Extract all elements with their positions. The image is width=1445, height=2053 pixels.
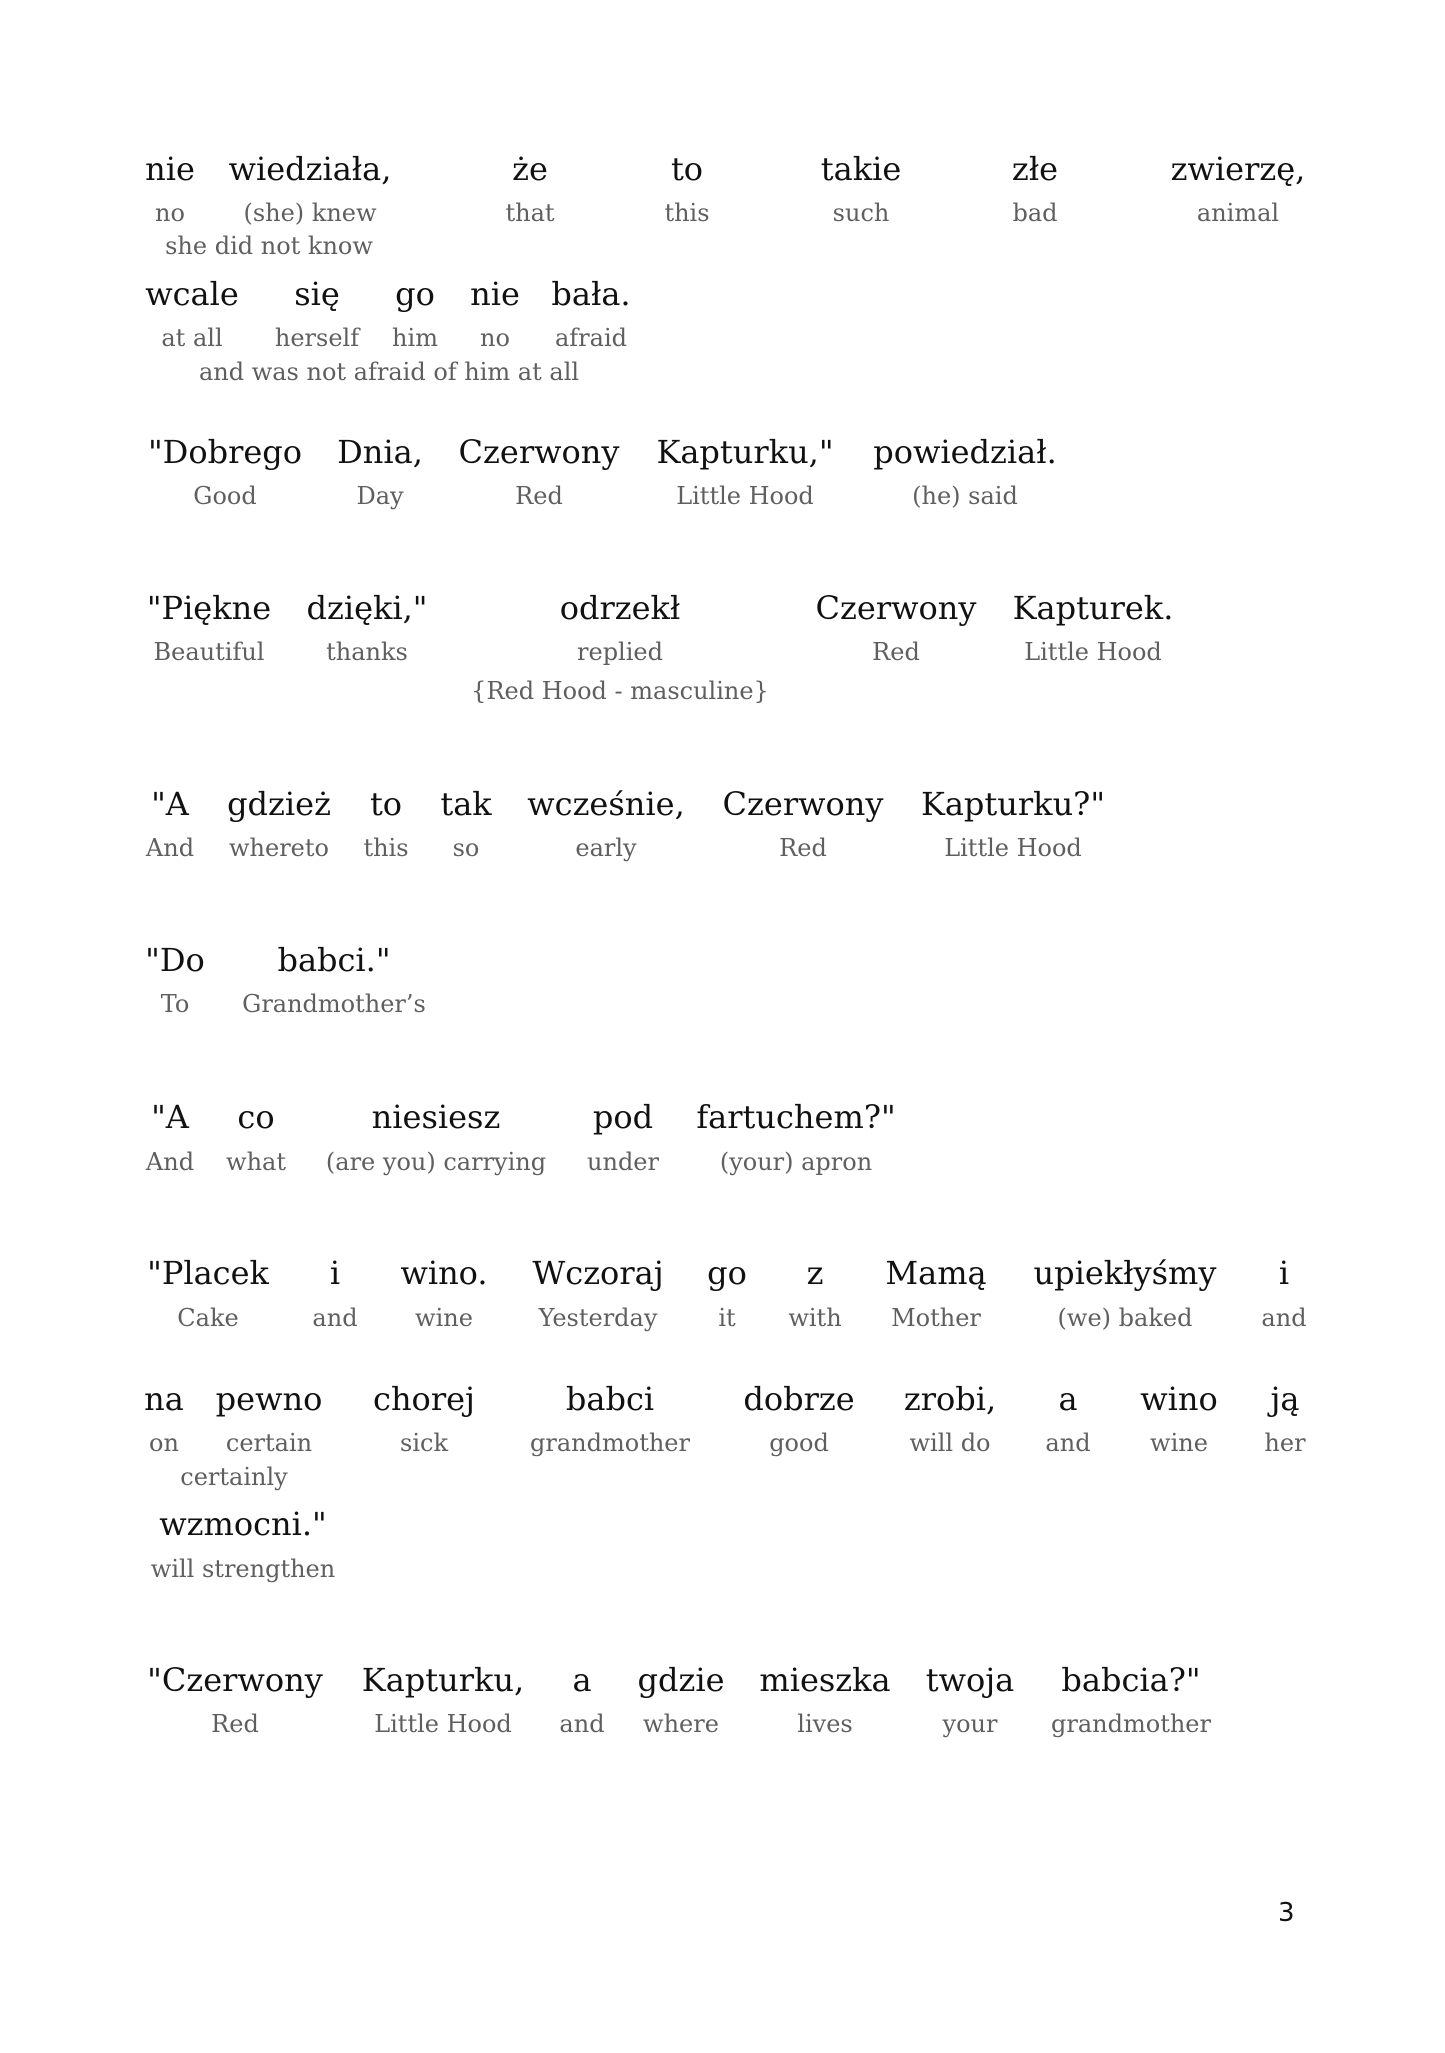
polish-word: dzięki," (306, 589, 428, 627)
english-gloss: wine (415, 1304, 473, 1332)
english-gloss: Red (211, 1710, 259, 1738)
english-gloss: And (145, 834, 195, 862)
english-gloss: Little Hood (1024, 638, 1162, 666)
english-gloss: wine (1150, 1429, 1208, 1457)
english-gloss: sick (400, 1429, 448, 1457)
polish-word: babci." (277, 941, 391, 979)
english-gloss: And (145, 1148, 195, 1176)
polish-word: fartuchem?" (696, 1098, 896, 1136)
polish-word: się (294, 275, 340, 313)
polish-word: odrzekł (559, 589, 681, 627)
english-gloss: Yesterday (538, 1304, 658, 1332)
english-gloss: Red (515, 482, 563, 510)
english-gloss: Red (872, 638, 920, 666)
english-gloss: Grandmother’s (242, 990, 426, 1018)
english-gloss: grandmother (530, 1429, 690, 1457)
english-gloss: Beautiful (153, 638, 265, 666)
polish-word: upiekłyśmy (1033, 1254, 1217, 1292)
english-gloss: so (452, 834, 480, 862)
english-gloss: your (942, 1710, 998, 1738)
english-gloss: no (480, 324, 510, 352)
polish-word: "Czerwony (147, 1661, 323, 1699)
english-gloss: herself (274, 324, 360, 352)
polish-word: z (806, 1254, 824, 1292)
english-gloss: and (1045, 1429, 1091, 1457)
polish-word: Kapturek. (1012, 589, 1174, 627)
polish-word: takie (820, 150, 902, 188)
english-gloss: (he) said (912, 482, 1018, 510)
polish-word: wzmocni." (159, 1505, 327, 1543)
english-gloss: afraid (554, 324, 628, 352)
polish-word: nie (145, 150, 195, 188)
polish-word: zrobi, (903, 1380, 997, 1418)
english-gloss: Little Hood (676, 482, 814, 510)
english-gloss: will do (909, 1429, 991, 1457)
polish-word: Kapturku, (361, 1661, 525, 1699)
polish-word: wiedziała, (228, 150, 392, 188)
polish-word: pod (592, 1098, 654, 1136)
polish-word: go (707, 1254, 747, 1292)
polish-word: i (1278, 1254, 1290, 1292)
english-gloss: (we) baked (1057, 1304, 1193, 1332)
polish-word: Wczoraj (532, 1254, 664, 1292)
english-gloss: Cake (177, 1304, 239, 1332)
english-gloss: animal (1196, 199, 1280, 227)
polish-word: bała. (551, 275, 631, 313)
phrase-translation: and was not afraid of him at all (198, 358, 580, 386)
polish-word: "Dobrego (147, 433, 303, 471)
polish-word: to (670, 150, 704, 188)
english-gloss: Mother (891, 1304, 981, 1332)
english-gloss: what (226, 1148, 286, 1176)
page-number: 3 (1278, 1898, 1295, 1928)
english-gloss: at all (161, 324, 223, 352)
english-gloss: certain (225, 1429, 313, 1457)
english-gloss: such (832, 199, 890, 227)
polish-word: wino (1140, 1380, 1218, 1418)
polish-word: niesiesz (371, 1098, 501, 1136)
english-gloss: To (160, 990, 190, 1018)
english-gloss: (your) apron (719, 1148, 873, 1176)
polish-word: pewno (215, 1380, 323, 1418)
english-gloss: on (149, 1429, 179, 1457)
polish-word: go (395, 275, 435, 313)
polish-word: mieszka (759, 1661, 891, 1699)
polish-word: gdzież (227, 785, 331, 823)
english-gloss: her (1264, 1429, 1306, 1457)
polish-word: wcale (145, 275, 239, 313)
english-gloss: lives (797, 1710, 853, 1738)
english-gloss: early (575, 834, 637, 862)
polish-word: na (144, 1380, 184, 1418)
english-gloss: replied (577, 638, 663, 666)
english-gloss: Good (193, 482, 257, 510)
polish-word: babci (565, 1380, 655, 1418)
polish-word: ją (1270, 1380, 1300, 1418)
polish-word: twoja (925, 1661, 1015, 1699)
polish-word: złe (1011, 150, 1059, 188)
english-gloss: it (718, 1304, 736, 1332)
polish-word: Dnia, (337, 433, 423, 471)
phrase-translation: she did not know (165, 232, 373, 260)
polish-word: wcześnie, (527, 785, 685, 823)
english-gloss: that (505, 199, 555, 227)
polish-word: dobrze (743, 1380, 855, 1418)
polish-word: a (1058, 1380, 1078, 1418)
polish-word: "Piękne (146, 589, 272, 627)
polish-word: "A (151, 785, 189, 823)
phrase-translation: certainly (180, 1463, 288, 1491)
polish-word: Mamą (885, 1254, 987, 1292)
english-gloss: with (788, 1304, 842, 1332)
english-gloss: Little Hood (944, 834, 1082, 862)
polish-word: babcia?" (1061, 1661, 1201, 1699)
polish-word: co (237, 1098, 275, 1136)
english-gloss: Day (356, 482, 404, 510)
english-gloss: will strengthen (150, 1555, 336, 1583)
polish-word: Czerwony (815, 589, 977, 627)
polish-word: i (329, 1254, 341, 1292)
polish-word: gdzie (637, 1661, 725, 1699)
english-gloss: under (587, 1148, 659, 1176)
english-gloss: grandmother (1051, 1710, 1211, 1738)
polish-word: powiedział. (873, 433, 1057, 471)
english-gloss: Red (779, 834, 827, 862)
polish-word: chorej (373, 1380, 475, 1418)
polish-word: Kapturku?" (920, 785, 1106, 823)
polish-word: że (512, 150, 548, 188)
polish-word: tak (440, 785, 492, 823)
polish-word: "Placek (147, 1254, 269, 1292)
polish-word: "A (151, 1098, 189, 1136)
english-gloss: this (363, 834, 409, 862)
english-gloss: and (312, 1304, 358, 1332)
phrase-translation: {Red Hood - masculine} (471, 677, 769, 705)
english-gloss: whereto (229, 834, 329, 862)
polish-word: nie (470, 275, 520, 313)
english-gloss: Little Hood (374, 1710, 512, 1738)
polish-word: a (572, 1661, 592, 1699)
english-gloss: good (769, 1429, 829, 1457)
polish-word: wino. (400, 1254, 488, 1292)
english-gloss: him (392, 324, 438, 352)
polish-word: zwierzę, (1170, 150, 1306, 188)
english-gloss: and (1261, 1304, 1307, 1332)
polish-word: "Do (145, 941, 205, 979)
english-gloss: bad (1012, 199, 1058, 227)
english-gloss: and (559, 1710, 605, 1738)
english-gloss: (she) knew (243, 199, 377, 227)
polish-word: Czerwony (722, 785, 884, 823)
english-gloss: thanks (326, 638, 408, 666)
english-gloss: no (155, 199, 185, 227)
polish-word: to (369, 785, 403, 823)
polish-word: Czerwony (458, 433, 620, 471)
english-gloss: where (643, 1710, 719, 1738)
polish-word: Kapturku," (656, 433, 834, 471)
english-gloss: this (664, 199, 710, 227)
english-gloss: (are you) carrying (325, 1148, 547, 1176)
